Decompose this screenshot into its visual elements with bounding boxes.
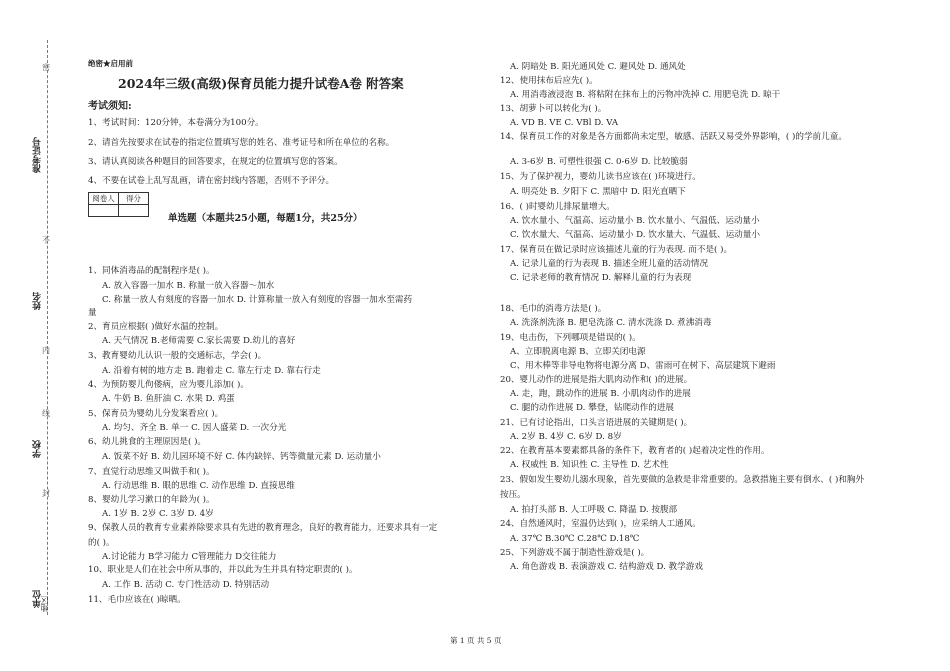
question-line: 20、婴儿动作的进展是指大肌肉动作和( )的进展。 xyxy=(500,375,693,385)
name-label: 姓名 xyxy=(33,292,43,310)
question-line: A. 均匀、齐全 B. 单一 C. 因人盛菜 D. 一次分光 xyxy=(102,423,287,433)
question-line: 17、保育员在做记录时应该描述儿童的行为表现. 而不是( )。 xyxy=(500,245,733,255)
question-line: A.讨论能力 B学习能力 C管理能力 D交往能力 xyxy=(102,552,277,562)
question-line: A. 拍打头部 B. 人工呼吸 C. 降温 D. 按腹部 xyxy=(510,505,678,515)
grader-blank xyxy=(89,205,119,217)
question-line: A. VD B. VE C. VBl D. VA xyxy=(510,118,619,128)
question-line: 的( )。 xyxy=(88,538,115,548)
notice-item: 2、请首先按要求在试卷的指定位置填写您的姓名、准考证号和所在单位的名称。 xyxy=(88,138,395,148)
question-line: C. 饮水量大、气温高、运动量小 D. 饮水量大、气温低、运动量小 xyxy=(510,230,760,240)
question-line: 7、直觉行动思维又叫做手和( )。 xyxy=(88,467,215,477)
question-line: A. 记录儿童的行为表现 B. 描述全班儿童的活动情况 xyxy=(510,259,709,269)
question-line: A. 沿着有树的地方走 B. 跑着走 C. 靠左行走 D. 靠右行走 xyxy=(102,366,321,376)
question-line: A. 天气情况 B.老师需要 C.家长需要 D.幼儿的喜好 xyxy=(102,336,296,346)
seal-char: 不 xyxy=(42,236,50,245)
question-line: 量 xyxy=(88,308,97,318)
question-line: A. 3-6岁 B. 可塑性很强 C. 0-6岁 D. 比较脆弱 xyxy=(510,157,688,167)
unit-label: 单位 xyxy=(33,590,43,608)
question-line: 14、保育员工作的对象是各方面都尚未定型，敏感、活跃又易受外界影响，( )的学前儿童。 xyxy=(500,132,847,142)
question-line: 23、假如发生婴幼儿溺水现象，首先要做的急救是非常重要的。急救措施主要有倒水、( )和胸外 xyxy=(500,475,865,485)
page-number: 第 1 页 共 5 页 xyxy=(450,636,502,645)
question-line: 15、为了保护视力，婴幼儿读书应该在( )环境进行。 xyxy=(500,172,701,182)
page-title: 2024年三级(高级)保育员能力提升试卷A卷 附答案 xyxy=(118,76,404,91)
notice-item: 4、不要在试卷上乱写乱画，请在密封线内答题，否则不予评分。 xyxy=(88,176,335,186)
school-label: 学校 xyxy=(33,440,43,458)
question-line: A. 37℃ B.30℃ C.28℃ D.18℃ xyxy=(510,534,640,544)
seal-char: 密 xyxy=(42,63,50,72)
question-line: 6、幼儿挑食的主理原因是( )。 xyxy=(88,437,207,447)
question-line: A. 角色游戏 B. 表演游戏 C. 结构游戏 D. 教学游戏 xyxy=(510,562,703,572)
grader-cell: 阅卷人 xyxy=(89,193,119,205)
question-line: 3、教育婴幼儿认识一般的交通标志，学会( )。 xyxy=(88,351,267,361)
question-line: 19、电击伤，下列哪项是错误的( )。 xyxy=(500,333,641,343)
question-line: 12、使用抹布后应先( )。 xyxy=(500,76,598,86)
question-line: 1、同体消毒品的配制程序是( )。 xyxy=(88,266,215,276)
question-line: 9、保教人员的教育专业素养除要求具有先进的教育理念，良好的教育能力，还要求具有一定 xyxy=(88,523,438,533)
question-line: 24、自然通风时，室温仍达到( )，应采纳人工通风。 xyxy=(500,519,701,529)
question-line: 22、在教育基本要素都具备的条件下，教育者的( )起着决定性的作用。 xyxy=(500,446,770,456)
seal-char: 内 xyxy=(42,346,50,355)
question-line: C. 腿的动作进展 D. 攀登，钻爬动作的进展 xyxy=(510,403,675,413)
question-line: A. 走，跑，跳动作的进展 B. 小肌肉动作的进展 xyxy=(510,389,691,399)
question-line: 16、( )时婴幼儿排尿量增大。 xyxy=(500,202,615,212)
secret-mark: 绝密★启用前 xyxy=(88,59,133,68)
question-line: A. 2岁 B. 4岁 C. 6岁 D. 8岁 xyxy=(510,432,622,442)
score-table xyxy=(88,192,149,217)
question-line: 2、育员应根据( )做好水温的控制。 xyxy=(88,322,224,332)
notice-item: 3、请认真阅读各种题目的回答要求，在规定的位置填写您的答案。 xyxy=(88,157,343,167)
seal-line xyxy=(47,40,48,615)
region-label: 地区 xyxy=(40,596,49,612)
question-line: C. 称量一放人有刻度的容器一加水 D. 计算称量一放入有刻度的容器一加水至需药 xyxy=(102,295,413,305)
seal-char: 线 xyxy=(42,409,50,418)
question-line: 4、为预防婴儿佝偻病，应为婴儿添加( )。 xyxy=(88,380,249,390)
question-line: A. 明亮处 B. 夕阳下 C. 黑暗中 D. 阳光直晒下 xyxy=(510,187,686,197)
question-line: 10、职业是人们在社会中所从事的，并以此为生并具有特定职责的( )。 xyxy=(88,565,358,575)
question-line: 13、胡萝卜可以转化为( )。 xyxy=(500,104,607,114)
seal-char: 封 xyxy=(42,489,50,498)
question-line: A. 牛奶 B. 鱼肝油 C. 水果 D. 鸡蛋 xyxy=(102,394,235,404)
question-line: C. 记录老师的教育情况 D. 解释儿童的行为表现 xyxy=(510,273,692,283)
question-line: A. 饮水量小、气温高、运动量小 B. 饮水量小、气温低、运动量小 xyxy=(510,216,760,226)
question-line: 5、保育员为婴幼儿分发案看应( )。 xyxy=(88,409,224,419)
notice-item: 1、考试时间：120分钟，本卷满分为100分。 xyxy=(88,118,264,128)
question-line: 25、下列游戏不属于制造性游戏是( )。 xyxy=(500,548,650,558)
section-title: 单选题（本题共25小题，每题1分，共25分） xyxy=(168,213,363,224)
question-line: A、立即脱离电源 B、立即关闭电源 xyxy=(510,347,646,357)
score-blank xyxy=(119,205,149,217)
notice-heading: 考试须知: xyxy=(88,101,132,112)
question-line: A. 饭菜不好 B. 幼儿园环境不好 C. 体内缺锌、钙等微量元素 D. 运动量小 xyxy=(102,452,381,462)
question-line: A. 权威性 B. 知识性 C. 主导性 D. 艺术性 xyxy=(510,460,669,470)
question-line: A. 放入容器一加水 B. 称量一放入容器～加水 xyxy=(102,281,275,291)
question-line: A. 工作 B. 活动 C. 专门性活动 D. 特别活动 xyxy=(102,580,270,590)
question-line: A. 阴暗处 B. 阳光通风处 C. 避风处 D. 通风处 xyxy=(510,62,686,72)
question-line: A. 行动思维 B. 眼的思维 C. 动作思维 D. 直接思维 xyxy=(102,481,295,491)
question-line: 11、毛巾应该在( )晾晒。 xyxy=(88,595,186,605)
question-line: 21、已有讨论指出，口头言语进展的关键期是( )。 xyxy=(500,418,693,428)
question-line: C、用木棒等非导电物将电源分离 D、雷雨可在树下、高层建筑下避雨 xyxy=(510,361,776,371)
question-line: 按压。 xyxy=(500,490,526,500)
ticket-number-label: 准考证号 xyxy=(33,137,43,173)
question-line: A. 用消毒液浸泡 B. 将粘附在抹布上的污物冲洗掉 C. 用肥皂洗 D. 晾干 xyxy=(510,90,781,100)
question-line: 8、婴幼儿学习漱口的年龄为( )。 xyxy=(88,495,215,505)
question-line: A. 洗涤剂洗涤 B. 肥皂洗涤 C. 清水洗涤 D. 煮沸消毒 xyxy=(510,318,712,328)
score-cell: 得分 xyxy=(119,193,149,205)
question-line: A. 1岁 B. 2岁 C. 3岁 D. 4岁 xyxy=(102,509,214,519)
question-line: 18、毛巾的消毒方法是( )。 xyxy=(500,304,607,314)
